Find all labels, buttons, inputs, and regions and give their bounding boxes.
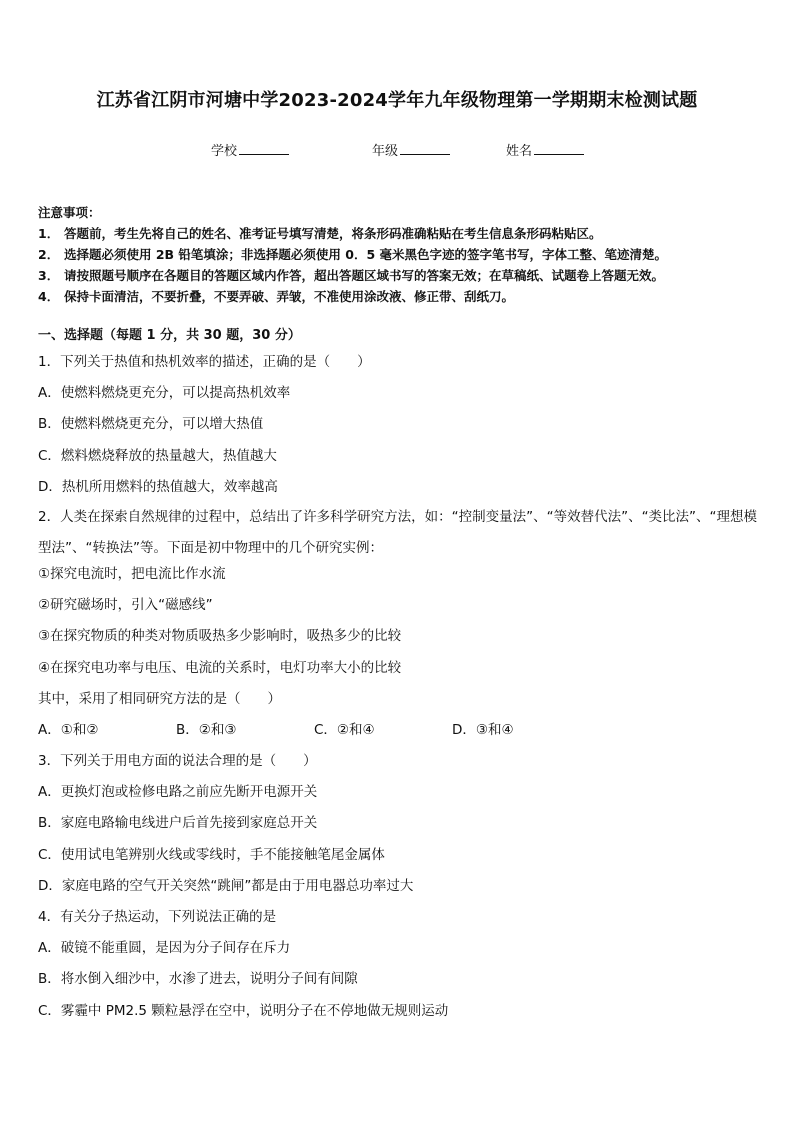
option-a[interactable]: A．破镜不能重圆，是因为分子间存在斥力: [38, 940, 291, 957]
section-heading: 一、选择题（每题 1 分，共 30 题，30 分）: [38, 328, 301, 343]
school-field: [211, 140, 289, 159]
example-item: ②研究磁场时，引入“磁感线”: [38, 597, 213, 614]
grade-field: [372, 140, 450, 159]
option-d[interactable]: D．③和④: [452, 721, 514, 738]
option-b[interactable]: B．②和③: [176, 721, 237, 738]
school-label: 学校: [211, 144, 238, 159]
notice-item-number: 3．: [38, 268, 60, 283]
name-field: [506, 140, 584, 159]
option-a[interactable]: A．更换灯泡或检修电路之前应先断开电源开关: [38, 784, 318, 801]
notice-item-number: 4．: [38, 289, 60, 304]
exam-title: 江苏省江阴市河塘中学2023-2024学年九年级物理第一学期期末检测试题: [96, 90, 698, 111]
question-3: [38, 751, 764, 907]
option-b[interactable]: B．使燃料燃烧更充分，可以增大热值: [38, 416, 264, 433]
option-c[interactable]: C．雾霾中 PM2.5 颗粒悬浮在空中，说明分子在不停地做无规则运动: [38, 1002, 449, 1019]
option-c[interactable]: C．②和④: [314, 721, 375, 738]
question-stem: 4．有关分子热运动，下列说法正确的是: [38, 909, 277, 925]
option-a[interactable]: A．使燃料燃烧更充分，可以提高热机效率: [38, 385, 291, 402]
question-1: [38, 352, 764, 508]
option-d[interactable]: D．家庭电路的空气开关突然“跳闸”都是由于用电器总功率过大: [38, 877, 414, 894]
option-b[interactable]: B．家庭电路输电线进户后首先接到家庭总开关: [38, 815, 318, 832]
example-item: ④在探究电功率与电压、电流的关系时，电灯功率大小的比较: [38, 659, 402, 676]
question-4: [38, 907, 764, 1032]
notice-item-number: 1．: [38, 226, 60, 241]
notice-item-text: 保持卡面清洁，不要折叠，不要弄破、弄皱，不准使用涂改液、修正带、刮纸刀。: [64, 289, 515, 304]
questions-content: [38, 326, 764, 1032]
option-a[interactable]: A．①和②: [38, 721, 99, 738]
options-row: [38, 720, 764, 751]
question-stem: 1．下列关于热值和热机效率的描述，正确的是（ ）: [38, 354, 371, 370]
notice-heading: 注意事项：: [38, 205, 101, 220]
example-item: ①探究电流时，把电流比作水流: [38, 565, 226, 582]
notice-item-text: 答题前，考生先将自己的姓名、准考证号填写清楚，将条形码准确粘贴在考生信息条形码粘贴区。: [64, 226, 602, 241]
name-blank[interactable]: [534, 142, 584, 155]
school-blank[interactable]: [239, 142, 289, 155]
option-d[interactable]: D．热机所用燃料的热值越大，效率越高: [38, 478, 278, 495]
notice-block: [38, 202, 758, 307]
question-2: [38, 502, 764, 751]
notice-item: [38, 265, 758, 286]
notice-item-text: 选择题必须使用 2B 铅笔填涂；非选择题必须使用 0．5 毫米黑色字迹的签字笔书写，字体工整、笔迹清楚。: [64, 247, 668, 262]
grade-blank[interactable]: [400, 142, 450, 155]
example-item: ③在探究物质的种类对物质吸热多少影响时，吸热多少的比较: [38, 628, 402, 645]
notice-item: [38, 244, 758, 265]
option-c[interactable]: C．燃料燃烧释放的热量越大，热值越大: [38, 447, 277, 464]
notice-item-text: 请按照题号顺序在各题目的答题区域内作答，超出答题区域书写的答案无效；在草稿纸、试题卷上答题无效。: [64, 268, 665, 283]
question-prompt: 其中，采用了相同研究方法的是（ ）: [38, 690, 281, 707]
notice-item: [38, 223, 758, 244]
option-c[interactable]: C．使用试电笔辨别火线或零线时，手不能接触笔尾金属体: [38, 846, 385, 863]
option-b[interactable]: B．将水倒入细沙中，水渗了进去，说明分子间有间隙: [38, 971, 358, 988]
question-stem: 2．人类在探索自然规律的过程中，总结出了许多科学研究方法，如：“控制变量法”、“等效替代法”、“类比法”、“理想模型法”、“转换法”等。下面是初中物理中的几个研究实例：: [38, 508, 758, 556]
name-label: 姓名: [506, 144, 533, 159]
notice-item-number: 2．: [38, 247, 60, 262]
question-stem: 3．下列关于用电方面的说法合理的是（ ）: [38, 753, 317, 770]
grade-label: 年级: [372, 144, 399, 159]
notice-item: [38, 286, 758, 307]
